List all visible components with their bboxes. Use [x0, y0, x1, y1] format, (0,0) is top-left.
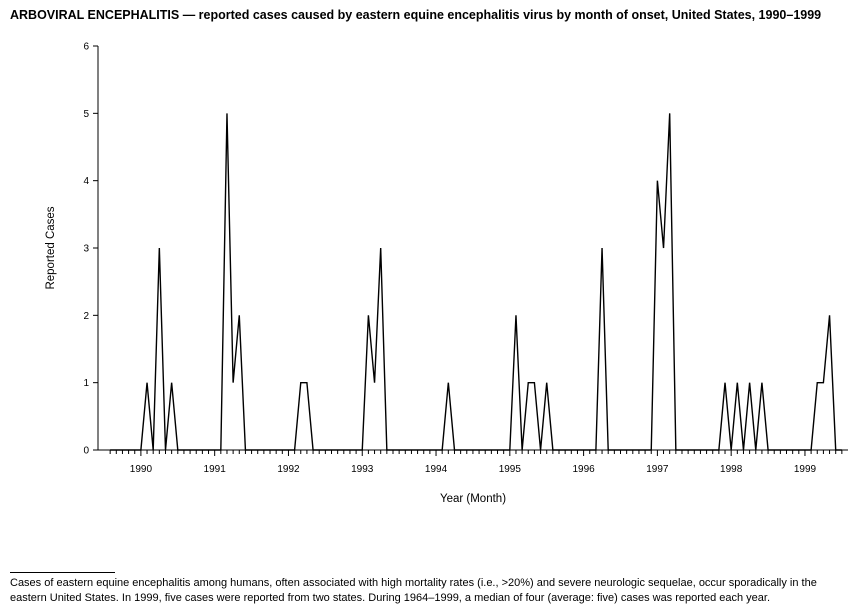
footnote-rule — [10, 572, 115, 573]
svg-text:1998: 1998 — [720, 463, 743, 475]
svg-text:1992: 1992 — [277, 463, 300, 475]
svg-text:1: 1 — [83, 377, 89, 389]
chart-container — [10, 28, 855, 538]
svg-text:1996: 1996 — [572, 463, 595, 475]
svg-text:2: 2 — [83, 310, 89, 322]
svg-text:3: 3 — [83, 243, 89, 255]
svg-text:1995: 1995 — [498, 463, 521, 475]
svg-text:4: 4 — [83, 175, 89, 187]
footnote-text: Cases of eastern equine encephalitis among humans, often associated with high mortality rates (i.e., >20%) and severe neurologic sequelae, occur sporadically in the eastern United States. In 1999, five cases were reported from two states. During 1964–1999, a median of four (average: five) cases was reported each year. — [10, 577, 817, 605]
footnote-block — [10, 572, 855, 606]
page-title: ARBOVIRAL ENCEPHALITIS — reported cases caused by eastern equine encephalitis virus by month of onset, United States, 1990–1999 — [10, 8, 822, 22]
svg-text:5: 5 — [83, 108, 89, 120]
svg-text:1991: 1991 — [203, 463, 226, 475]
eee-cases-line-chart — [10, 28, 855, 528]
svg-text:Year (Month): Year (Month) — [439, 492, 507, 505]
svg-text:Reported Cases: Reported Cases — [45, 206, 57, 290]
svg-text:1993: 1993 — [351, 463, 374, 475]
svg-text:6: 6 — [83, 41, 89, 53]
svg-text:1997: 1997 — [646, 463, 669, 475]
svg-text:1990: 1990 — [129, 463, 153, 475]
svg-text:0: 0 — [83, 445, 89, 457]
svg-text:1999: 1999 — [793, 463, 817, 475]
svg-text:1994: 1994 — [424, 463, 448, 475]
